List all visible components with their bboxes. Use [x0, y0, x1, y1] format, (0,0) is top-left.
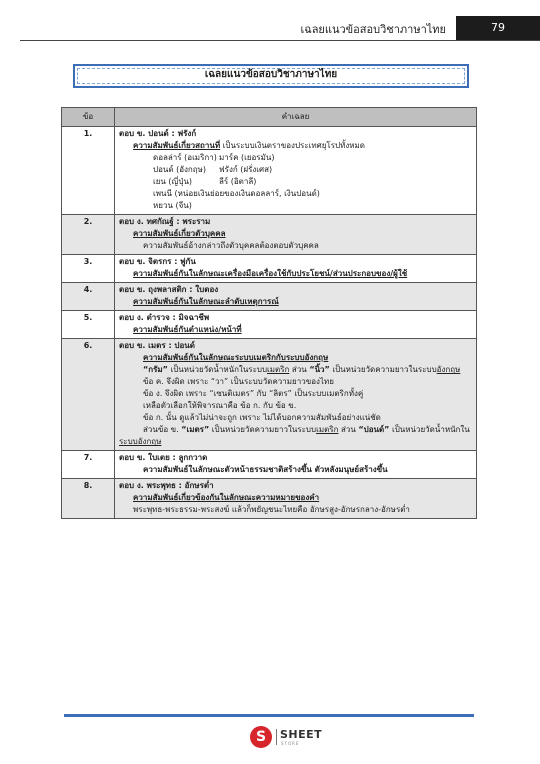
- term-system: อังกฤษ: [436, 365, 461, 374]
- logo-divider: [276, 729, 277, 745]
- row-number: 8.: [62, 479, 115, 519]
- table-row: [62, 451, 477, 479]
- row-answer-cell: [115, 451, 477, 479]
- note-line: เพนนี (หน่อยเงินย่อยของเงินดอลลาร์, เงินปอนด์): [153, 189, 320, 198]
- text: ส่วน: [289, 365, 310, 374]
- relation-label: ความสัมพันธ์กันตำแหน่ง/หน้าที่: [133, 325, 242, 334]
- explanation-line: [119, 424, 472, 436]
- section-title: เฉลยแนวข้อสอบวิชาภาษาไทย: [204, 69, 338, 80]
- relation-label: ความสัมพันธ์กันในลักษณะเครื่องมือเครื่องใช้กับประโยชน์/ส่วนประกอบของ/ผู้ใช้: [133, 269, 408, 278]
- row-answer-cell: [115, 215, 477, 255]
- row-number: 5.: [62, 311, 115, 339]
- term: “ปอนด์”: [358, 425, 390, 434]
- term: “กรัม”: [143, 365, 168, 374]
- relation-label: ความสัมพันธ์กันในลักษณะระบบเมตริกกับระบบอังกฤษ: [143, 353, 329, 362]
- row-number: 3.: [62, 255, 115, 283]
- relation-label: ความสัมพันธ์กันในลักษณะลำดับเหตุการณ์: [133, 297, 279, 306]
- text: ส่วนข้อ ข.: [143, 425, 182, 434]
- row-answer-cell: [115, 283, 477, 311]
- answer-line: ตอบ ง. พระพุทธ : อักษรต่ำ: [119, 481, 214, 490]
- pair-item: ฟรังก์ (ฝรั่งเศส): [219, 165, 273, 174]
- table-row: [62, 311, 477, 339]
- explanation-line: เหลือตัวเลือกให้พิจารณาคือ ข้อ ก. กับ ข้อ ข.: [143, 401, 297, 410]
- answer-line: ตอบ ข. จิตรกร : พู่กัน: [119, 257, 196, 266]
- answer-line: ตอบ ข. เมตร : ปอนด์: [119, 341, 195, 350]
- pair-item: ลีร์ (อิตาลี): [219, 177, 257, 186]
- row-answer-cell: [115, 255, 477, 283]
- table-header-row: [62, 108, 477, 127]
- table-row: [62, 255, 477, 283]
- logo-subtext: STORE: [281, 741, 300, 746]
- pair-item: เยน (ญี่ปุ่น): [153, 177, 193, 186]
- text: เป็นหน่วยวัดน้ำหนักใน: [389, 425, 470, 434]
- row-number: 7.: [62, 451, 115, 479]
- relation-label: ความสัมพันธ์เกี่ยวตัวบุคคล: [133, 229, 226, 238]
- relation-label: ความสัมพันธ์เกี่ยวสถานที่: [133, 141, 221, 150]
- column-header-answer: คำเฉลย: [115, 108, 477, 127]
- explanation-line: ระบบอังกฤษ: [119, 437, 162, 446]
- term: “เมตร”: [181, 425, 210, 434]
- row-number: 2.: [62, 215, 115, 255]
- table-row: [62, 479, 477, 519]
- row-answer-cell: [115, 311, 477, 339]
- header-rule: [20, 40, 540, 41]
- table-row: [62, 127, 477, 215]
- pair-item: ดอลล่าร์ (อเมริกา): [153, 153, 217, 162]
- note-line: พระพุทธ-พระธรรม-พระสงฆ์ แล้วก็พยัญชนะไทยคือ อักษรสูง-อักษรกลาง-อักษรต่ำ: [133, 505, 410, 514]
- row-number: 4.: [62, 283, 115, 311]
- relation-line: [119, 140, 472, 152]
- pair-item: มาร์ค (เยอรมัน): [219, 153, 275, 162]
- table-row: [62, 339, 477, 451]
- text: เป็นหน่วยวัดน้ำหนักในระบบ: [167, 365, 268, 374]
- answer-line: ตอบ ง. ตำรวจ : มิจฉาชีพ: [119, 313, 210, 322]
- row-answer-cell: [115, 127, 477, 215]
- header-title: เฉลยแนวข้อสอบวิชาภาษาไทย: [300, 23, 446, 36]
- explanation-line: ข้อ ง. จึงผิด เพราะ “เซนติเมตร” กับ “ลิตร” เป็นระบบเมตริกทั้งคู่: [143, 389, 364, 398]
- answer-line: ตอบ ข. ถุงพลาสติก : ใบตอง: [119, 285, 219, 294]
- page-number: 79: [456, 16, 540, 40]
- logo-text: SHEET: [280, 728, 323, 741]
- term-system: เมตริก: [316, 425, 339, 434]
- term-system: เมตริก: [267, 365, 290, 374]
- explanation-line: ข้อ ค. จึงผิด เพราะ “วา” เป็นระบบวัดความยาวของไทย: [143, 377, 334, 386]
- text: ส่วน: [338, 425, 359, 434]
- currency-pairs: [119, 152, 472, 188]
- term: “นิ้ว”: [309, 365, 330, 374]
- row-number: 6.: [62, 339, 115, 451]
- answer-line: ตอบ ข. ปอนด์ : ฟรังก์: [119, 129, 197, 138]
- note-line: หยวน (จีน): [153, 201, 192, 210]
- footer-rule: [64, 714, 474, 717]
- answer-line: ตอบ ข. ใบเตย : ลูกกวาด: [119, 453, 208, 462]
- relation-detail: เป็นระบบเงินตราของประเทศยุโรปทั้งหมด: [220, 141, 365, 150]
- pair-item: ปอนด์ (อังกฤษ): [153, 165, 207, 174]
- logo-s-icon: S: [250, 726, 272, 748]
- answer-line: ตอบ ง. ทศกัณฐ์ : พระราม: [119, 217, 211, 226]
- explanation-line: [119, 364, 472, 376]
- text: เป็นหน่วยวัดความยาวในระบบ: [209, 425, 317, 434]
- page-header: [0, 16, 540, 40]
- table-row: [62, 283, 477, 311]
- row-answer-cell: [115, 339, 477, 451]
- sheet-store-logo: [250, 726, 330, 750]
- relation-label: ความสัมพันธ์เกี่ยวข้องกันในลักษณะความหมายของคำ: [133, 493, 320, 502]
- explanation-line: ข้อ ก. นั้น ดูแล้วไม่น่าจะถูก เพราะ ไม่ได้บอกความสัมพันธ์อย่างแน่ชัด: [143, 413, 381, 422]
- relation-label: ความสัมพันธ์ในลักษณะตัวหน้าธรรมชาติสร้างขึ้น ตัวหลังมนุษย์สร้างขึ้น: [143, 465, 388, 474]
- column-header-number: ข้อ: [62, 108, 115, 127]
- note-line: ความสัมพันธ์อ้างกล่าวถึงตัวบุคคลต้องตอบตัวบุคคล: [143, 241, 319, 250]
- text: เป็นหน่วยวัดความยาวในระบบ: [329, 365, 437, 374]
- row-answer-cell: [115, 479, 477, 519]
- table-row: [62, 215, 477, 255]
- row-number: 1.: [62, 127, 115, 215]
- answer-table: [61, 107, 477, 519]
- section-title-box: [73, 64, 469, 88]
